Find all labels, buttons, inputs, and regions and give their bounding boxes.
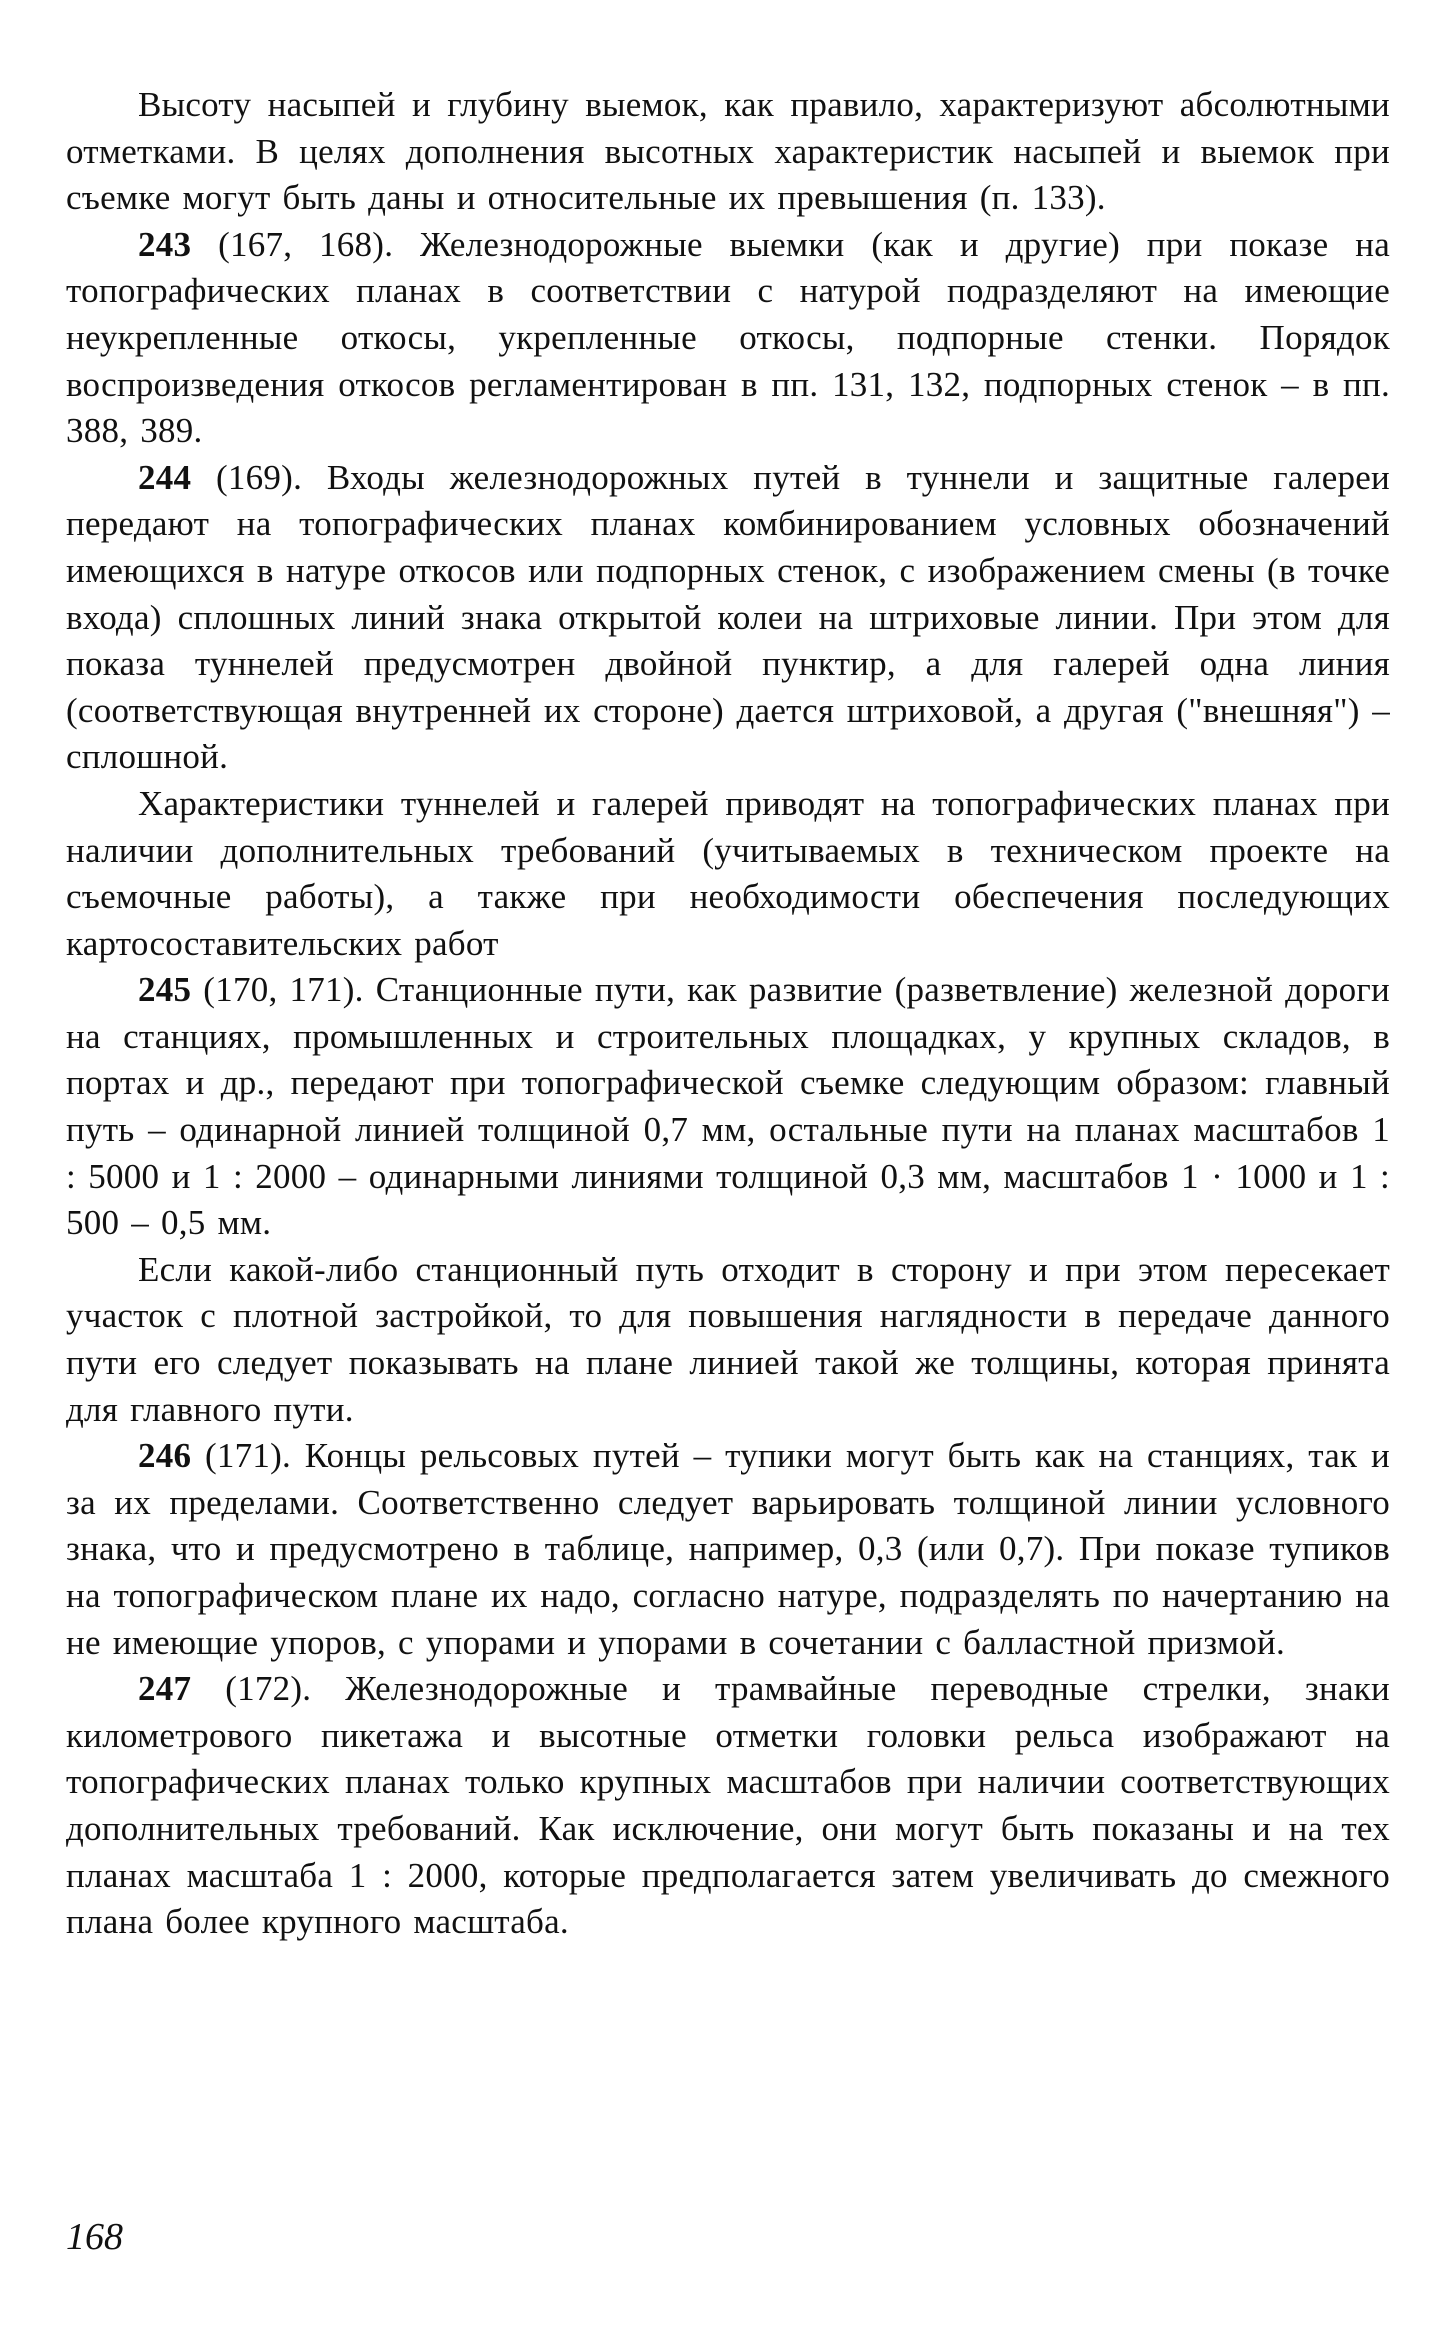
paragraph-247 bbox=[66, 1666, 1390, 1946]
paragraph-number: 243 bbox=[138, 224, 192, 264]
paragraph-text: (172). Железнодорожные и трамвайные переводные стрелки, знаки километрового пикетажа и высотные отметки головки рельса изображают на топографических планах только крупных масштабов при наличии соответствующих дополнительных требований. Как исключение, они могут быть показаны и на тех планах масштаба 1 : 2000, которые предполагается затем увеличивать до смежного плана более крупного масштаба. bbox=[66, 1669, 1390, 1942]
paragraph-number: 246 bbox=[138, 1436, 192, 1476]
paragraph-245 bbox=[66, 967, 1390, 1247]
paragraph-tunnel-characteristics bbox=[66, 781, 1390, 967]
page-body bbox=[66, 82, 1390, 1946]
paragraph-text: (171). Концы рельсовых путей – тупики могут быть как на станциях, так и за их пределами. Соответственно следует варьировать толщиной линии условного знака, что и предусмотрено в таблице, например, 0,3 (или 0,7). При показе тупиков на топографическом плане их надо, согласно натуре, подразделять по начертанию на не имеющие упоров, с упорами и упорами в сочетании с балластной призмой. bbox=[66, 1436, 1390, 1662]
paragraph-number: 244 bbox=[138, 457, 192, 497]
paragraph-intro bbox=[66, 82, 1390, 222]
paragraph-number: 247 bbox=[138, 1669, 192, 1709]
paragraph-text: (169). Входы железнодорожных путей в туннели и защитные галереи передают на топографических планах комбинированием условных обозначений имеющихся в натуре откосов или подпорных стенок, с изображением смены (в точке входа) сплошных линий знака открытой колеи на штриховые линии. При этом для показа туннелей предусмотрен двойной пунктир, а для галерей одна линия (соответствующая внутренней их стороне) дается штриховой, а другая ("внешняя") – сплошной. bbox=[66, 457, 1390, 777]
paragraph-244 bbox=[66, 455, 1390, 781]
paragraph-243 bbox=[66, 222, 1390, 455]
paragraph-station-track bbox=[66, 1247, 1390, 1433]
paragraph-text: Если какой-либо станционный путь отходит в сторону и при этом пересекает участок с плотной застройкой, то для повышения наглядности в передаче данного пути его следует показывать на плане линией такой же толщины, которая принята для главного пути. bbox=[66, 1249, 1390, 1429]
paragraph-text: Высоту насыпей и глубину выемок, как правило, характеризуют абсолютными отметками. В целях дополнения высотных характеристик насыпей и выемок при съемке могут быть даны и относительные их превышения (п. 133). bbox=[66, 85, 1390, 218]
paragraph-text: (167, 168). Железнодорожные выемки (как и другие) при показе на топографических планах в соответствии с натурой подразделяют на имеющие неукрепленные откосы, укрепленные откосы, подпорные стенки. Порядок воспроизведения откосов регламентирован в пп. 131, 132, подпорных стенок – в пп. 388, 389. bbox=[66, 224, 1390, 451]
paragraph-246 bbox=[66, 1433, 1390, 1666]
paragraph-text: Характеристики туннелей и галерей приводят на топографических планах при наличии дополнительных требований (учитываемых в техническом проекте на съемочные работы), а также при необходимости обеспечения последующих картосоставительских работ bbox=[66, 783, 1390, 963]
paragraph-number: 245 bbox=[138, 970, 192, 1010]
page-number: 168 bbox=[66, 2216, 123, 2258]
paragraph-text: (170, 171). Станционные пути, как развитие (разветвление) железной дороги на станциях, промышленных и строительных площадках, у крупных складов, в портах и др., передают при топографической съемке следующим образом: главный путь – одинарной линией толщиной 0,7 мм, остальные пути на планах масштабов 1 : 5000 и 1 : 2000 – одинарными линиями толщиной 0,3 мм, масштабов 1 · 1000 и 1 : 500 – 0,5 мм. bbox=[66, 970, 1390, 1243]
